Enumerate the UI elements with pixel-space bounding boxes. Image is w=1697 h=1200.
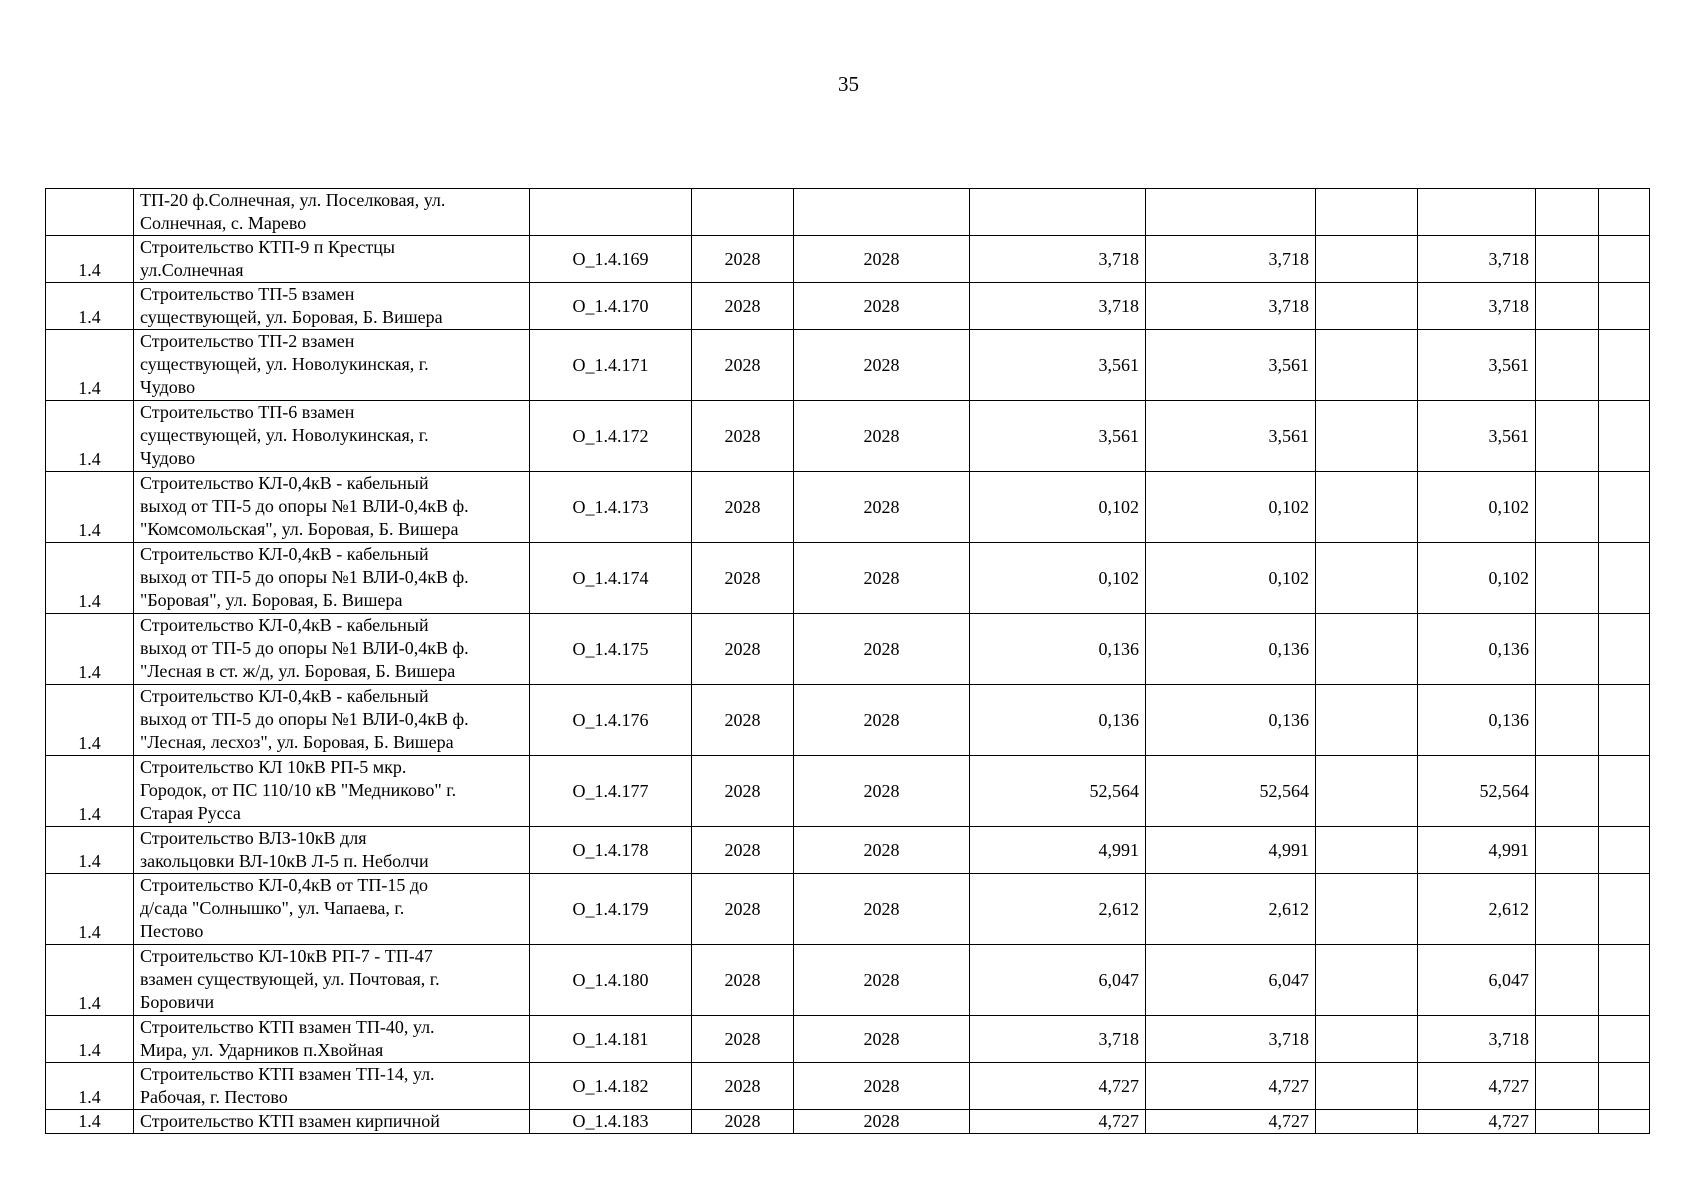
cell-index: 1.4 xyxy=(46,236,134,283)
cell-value-2: 6,047 xyxy=(1146,945,1316,1016)
cell-object-name: Строительство КЛ-0,4кВ - кабельный выход от ТП-5 до опоры №1 ВЛИ-0,4кВ ф. "Боровая", ул. Боровая, Б. Вишера xyxy=(134,543,530,614)
cell-index: 1.4 xyxy=(46,945,134,1016)
cell-value-2 xyxy=(1146,189,1316,236)
cell-index: 1.4 xyxy=(46,330,134,401)
cell-start-year: 2028 xyxy=(692,1110,794,1134)
cell-value-4: 0,102 xyxy=(1418,543,1536,614)
cell-value-2: 4,727 xyxy=(1146,1063,1316,1110)
cell-object-name: Строительство КЛ-0,4кВ от ТП-15 до д/сада "Солнышко", ул. Чапаева, г. Пестово xyxy=(134,874,530,945)
cell-object-name: Строительство ТП-5 взамен существующей, ул. Боровая, Б. Вишера xyxy=(134,283,530,330)
cell-end-year: 2028 xyxy=(794,236,970,283)
table-row xyxy=(46,756,1650,827)
cell-empty xyxy=(1536,874,1599,945)
cell-project-code: О_1.4.173 xyxy=(530,472,692,543)
table-row xyxy=(46,1110,1650,1134)
cell-project-code: О_1.4.179 xyxy=(530,874,692,945)
table-row xyxy=(46,945,1650,1016)
cell-project-code: О_1.4.181 xyxy=(530,1016,692,1063)
cell-empty xyxy=(1536,472,1599,543)
cell-start-year: 2028 xyxy=(692,685,794,756)
cell-end-year xyxy=(794,189,970,236)
cell-value-4: 3,718 xyxy=(1418,1016,1536,1063)
cell-index: 1.4 xyxy=(46,756,134,827)
cell-value-4: 3,718 xyxy=(1418,236,1536,283)
cell-value-2: 3,561 xyxy=(1146,330,1316,401)
cell-value-2: 4,991 xyxy=(1146,827,1316,874)
cell-empty xyxy=(1316,1063,1418,1110)
cell-empty xyxy=(1536,945,1599,1016)
cell-object-name: Строительство КЛ 10кВ РП-5 мкр. Городок, от ПС 110/10 кВ "Медниково" г. Старая Русса xyxy=(134,756,530,827)
cell-index: 1.4 xyxy=(46,401,134,472)
cell-object-name: Строительство КЛ-0,4кВ - кабельный выход от ТП-5 до опоры №1 ВЛИ-0,4кВ ф. "Комсомольская", ул. Боровая, Б. Вишера xyxy=(134,472,530,543)
cell-value-2: 0,102 xyxy=(1146,472,1316,543)
cell-index: 1.4 xyxy=(46,543,134,614)
cell-empty xyxy=(1536,543,1599,614)
cell-value-1: 3,718 xyxy=(970,1016,1146,1063)
cell-project-code: О_1.4.177 xyxy=(530,756,692,827)
cell-end-year: 2028 xyxy=(794,1063,970,1110)
table-row xyxy=(46,401,1650,472)
cell-object-name: Строительство КТП взамен кирпичной xyxy=(134,1110,530,1134)
cell-project-code: О_1.4.171 xyxy=(530,330,692,401)
table-row xyxy=(46,236,1650,283)
cell-object-name: Строительство КТП-9 п Крестцы ул.Солнечная xyxy=(134,236,530,283)
cell-value-4: 4,727 xyxy=(1418,1063,1536,1110)
cell-project-code: О_1.4.172 xyxy=(530,401,692,472)
cell-project-code: О_1.4.175 xyxy=(530,614,692,685)
cell-empty xyxy=(1536,401,1599,472)
cell-empty xyxy=(1599,472,1650,543)
cell-value-2: 0,102 xyxy=(1146,543,1316,614)
cell-value-4: 0,136 xyxy=(1418,685,1536,756)
cell-value-1: 0,136 xyxy=(970,614,1146,685)
cell-index: 1.4 xyxy=(46,1016,134,1063)
cell-value-1: 3,718 xyxy=(970,283,1146,330)
cell-value-1: 4,727 xyxy=(970,1063,1146,1110)
cell-value-1: 0,136 xyxy=(970,685,1146,756)
table-body xyxy=(46,189,1650,1134)
cell-start-year: 2028 xyxy=(692,1063,794,1110)
cell-start-year: 2028 xyxy=(692,945,794,1016)
table-row xyxy=(46,827,1650,874)
cell-index xyxy=(46,189,134,236)
cell-value-4: 3,718 xyxy=(1418,283,1536,330)
cell-start-year: 2028 xyxy=(692,472,794,543)
cell-empty xyxy=(1536,827,1599,874)
cell-empty xyxy=(1316,543,1418,614)
cell-empty xyxy=(1536,236,1599,283)
cell-end-year: 2028 xyxy=(794,330,970,401)
cell-start-year xyxy=(692,189,794,236)
cell-empty xyxy=(1316,874,1418,945)
cell-empty xyxy=(1536,614,1599,685)
cell-index: 1.4 xyxy=(46,1063,134,1110)
cell-empty xyxy=(1599,236,1650,283)
cell-value-2: 3,561 xyxy=(1146,401,1316,472)
table-row xyxy=(46,472,1650,543)
cell-empty xyxy=(1316,1016,1418,1063)
cell-empty xyxy=(1316,472,1418,543)
cell-value-4: 2,612 xyxy=(1418,874,1536,945)
cell-start-year: 2028 xyxy=(692,330,794,401)
cell-value-1: 2,612 xyxy=(970,874,1146,945)
cell-empty xyxy=(1599,330,1650,401)
cell-empty xyxy=(1599,756,1650,827)
investment-table xyxy=(45,188,1650,1134)
cell-value-4: 4,727 xyxy=(1418,1110,1536,1134)
cell-empty xyxy=(1599,1016,1650,1063)
cell-start-year: 2028 xyxy=(692,1016,794,1063)
cell-empty xyxy=(1599,685,1650,756)
cell-index: 1.4 xyxy=(46,283,134,330)
cell-project-code xyxy=(530,189,692,236)
cell-value-2: 52,564 xyxy=(1146,756,1316,827)
cell-end-year: 2028 xyxy=(794,283,970,330)
cell-object-name: Строительство ВЛЗ-10кВ для закольцовки ВЛ-10кВ Л-5 п. Неболчи xyxy=(134,827,530,874)
cell-object-name: Строительство КЛ-0,4кВ - кабельный выход от ТП-5 до опоры №1 ВЛИ-0,4кВ ф. "Лесная в ст. ж/д, ул. Боровая, Б. Вишера xyxy=(134,614,530,685)
cell-index: 1.4 xyxy=(46,472,134,543)
cell-empty xyxy=(1599,1063,1650,1110)
cell-value-4: 3,561 xyxy=(1418,330,1536,401)
cell-value-4: 6,047 xyxy=(1418,945,1536,1016)
cell-value-1: 6,047 xyxy=(970,945,1146,1016)
cell-start-year: 2028 xyxy=(692,756,794,827)
cell-object-name: Строительство КТП взамен ТП-14, ул. Рабочая, г. Пестово xyxy=(134,1063,530,1110)
cell-empty xyxy=(1316,401,1418,472)
cell-index: 1.4 xyxy=(46,874,134,945)
cell-value-4: 4,991 xyxy=(1418,827,1536,874)
cell-index: 1.4 xyxy=(46,614,134,685)
cell-empty xyxy=(1536,189,1599,236)
cell-empty xyxy=(1599,283,1650,330)
cell-value-4: 52,564 xyxy=(1418,756,1536,827)
cell-object-name: Строительство КТП взамен ТП-40, ул. Мира, ул. Ударников п.Хвойная xyxy=(134,1016,530,1063)
cell-start-year: 2028 xyxy=(692,614,794,685)
cell-end-year: 2028 xyxy=(794,1016,970,1063)
cell-empty xyxy=(1316,189,1418,236)
table-row xyxy=(46,283,1650,330)
cell-start-year: 2028 xyxy=(692,401,794,472)
cell-value-4: 0,136 xyxy=(1418,614,1536,685)
cell-empty xyxy=(1316,685,1418,756)
cell-empty xyxy=(1536,283,1599,330)
cell-end-year: 2028 xyxy=(794,874,970,945)
cell-empty xyxy=(1599,1110,1650,1134)
cell-empty xyxy=(1316,236,1418,283)
cell-empty xyxy=(1316,756,1418,827)
cell-empty xyxy=(1316,330,1418,401)
cell-empty xyxy=(1599,827,1650,874)
cell-start-year: 2028 xyxy=(692,236,794,283)
cell-empty xyxy=(1599,945,1650,1016)
table-row xyxy=(46,614,1650,685)
cell-value-2: 3,718 xyxy=(1146,1016,1316,1063)
cell-value-4: 0,102 xyxy=(1418,472,1536,543)
cell-value-4 xyxy=(1418,189,1536,236)
cell-value-2: 3,718 xyxy=(1146,236,1316,283)
cell-empty xyxy=(1536,1016,1599,1063)
cell-value-1: 4,727 xyxy=(970,1110,1146,1134)
cell-index: 1.4 xyxy=(46,685,134,756)
cell-end-year: 2028 xyxy=(794,945,970,1016)
cell-empty xyxy=(1316,827,1418,874)
cell-value-2: 0,136 xyxy=(1146,614,1316,685)
cell-value-2: 0,136 xyxy=(1146,685,1316,756)
table-row xyxy=(46,330,1650,401)
cell-start-year: 2028 xyxy=(692,283,794,330)
cell-value-1: 4,991 xyxy=(970,827,1146,874)
cell-object-name: Строительство ТП-6 взамен существующей, ул. Новолукинская, г. Чудово xyxy=(134,401,530,472)
cell-empty xyxy=(1536,685,1599,756)
cell-value-1: 0,102 xyxy=(970,543,1146,614)
cell-start-year: 2028 xyxy=(692,874,794,945)
cell-empty xyxy=(1316,614,1418,685)
table-row xyxy=(46,685,1650,756)
cell-index: 1.4 xyxy=(46,827,134,874)
cell-object-name: Строительство ТП-2 взамен существующей, ул. Новолукинская, г. Чудово xyxy=(134,330,530,401)
table-row xyxy=(46,1016,1650,1063)
cell-value-1: 3,561 xyxy=(970,330,1146,401)
cell-end-year: 2028 xyxy=(794,685,970,756)
cell-end-year: 2028 xyxy=(794,472,970,543)
cell-empty xyxy=(1536,1063,1599,1110)
cell-empty xyxy=(1536,330,1599,401)
cell-value-1: 0,102 xyxy=(970,472,1146,543)
cell-project-code: О_1.4.180 xyxy=(530,945,692,1016)
cell-project-code: О_1.4.170 xyxy=(530,283,692,330)
cell-end-year: 2028 xyxy=(794,1110,970,1134)
cell-end-year: 2028 xyxy=(794,756,970,827)
cell-value-2: 2,612 xyxy=(1146,874,1316,945)
cell-value-1: 3,718 xyxy=(970,236,1146,283)
cell-end-year: 2028 xyxy=(794,543,970,614)
cell-project-code: О_1.4.174 xyxy=(530,543,692,614)
cell-empty xyxy=(1316,283,1418,330)
cell-object-name: Строительство КЛ-10кВ РП-7 - ТП-47 взамен существующей, ул. Почтовая, г. Боровичи xyxy=(134,945,530,1016)
cell-empty xyxy=(1316,945,1418,1016)
cell-end-year: 2028 xyxy=(794,614,970,685)
cell-start-year: 2028 xyxy=(692,827,794,874)
cell-object-name: Строительство КЛ-0,4кВ - кабельный выход от ТП-5 до опоры №1 ВЛИ-0,4кВ ф. "Лесная, лесхоз", ул. Боровая, Б. Вишера xyxy=(134,685,530,756)
table-row xyxy=(46,189,1650,236)
cell-object-name: ТП-20 ф.Солнечная, ул. Поселковая, ул. Солнечная, с. Марево xyxy=(134,189,530,236)
page-number: 35 xyxy=(838,72,859,96)
cell-index: 1.4 xyxy=(46,1110,134,1134)
cell-empty xyxy=(1599,543,1650,614)
cell-project-code: О_1.4.176 xyxy=(530,685,692,756)
cell-value-1: 3,561 xyxy=(970,401,1146,472)
cell-empty xyxy=(1599,614,1650,685)
cell-value-1: 52,564 xyxy=(970,756,1146,827)
cell-empty xyxy=(1536,1110,1599,1134)
cell-value-4: 3,561 xyxy=(1418,401,1536,472)
table-row xyxy=(46,1063,1650,1110)
cell-project-code: О_1.4.183 xyxy=(530,1110,692,1134)
cell-value-2: 4,727 xyxy=(1146,1110,1316,1134)
cell-end-year: 2028 xyxy=(794,401,970,472)
table-row xyxy=(46,543,1650,614)
cell-start-year: 2028 xyxy=(692,543,794,614)
cell-project-code: О_1.4.169 xyxy=(530,236,692,283)
cell-empty xyxy=(1599,401,1650,472)
table-row xyxy=(46,874,1650,945)
cell-value-2: 3,718 xyxy=(1146,283,1316,330)
cell-project-code: О_1.4.182 xyxy=(530,1063,692,1110)
cell-project-code: О_1.4.178 xyxy=(530,827,692,874)
cell-empty xyxy=(1536,756,1599,827)
cell-empty xyxy=(1599,189,1650,236)
cell-value-1 xyxy=(970,189,1146,236)
cell-empty xyxy=(1599,874,1650,945)
cell-empty xyxy=(1316,1110,1418,1134)
cell-end-year: 2028 xyxy=(794,827,970,874)
